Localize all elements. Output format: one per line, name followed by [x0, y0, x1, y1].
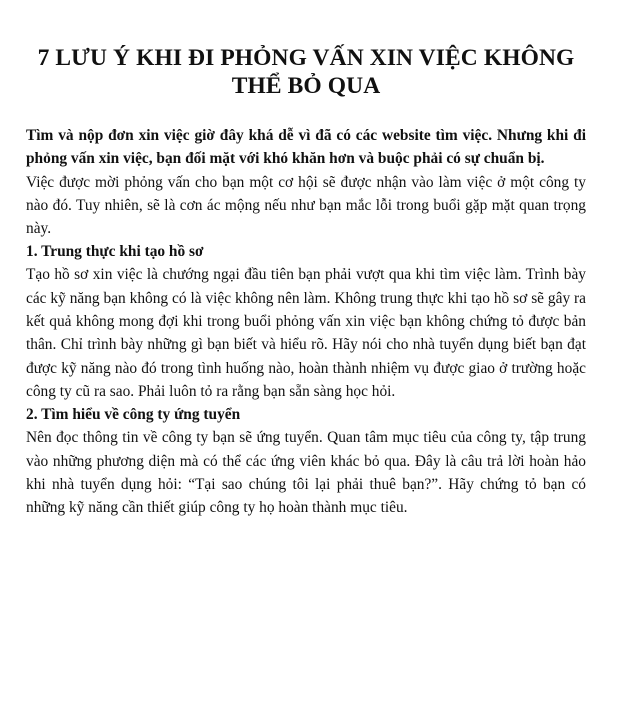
- section-body-honesty: Tạo hồ sơ xin việc là chướng ngại đầu tiên bạn phải vượt qua khi tìm việc làm. Trình bày các kỹ năng bạn không có là việc không nên làm. Không trung thực khi tạo hồ sơ sẽ gây ra kết quả không mong đợi khi trong buổi phỏng vấn xin việc bạn không chứng tỏ được bản thân. Chỉ trình bày những gì bạn biết và hiểu rõ. Hãy nói cho nhà tuyển dụng biết bạn đạt được kỹ năng nào đó trong tình huống nào, hoàn thành nhiệm vụ được giao ở trường hoặc công ty cũ ra sao. Phải luôn tỏ ra rằng bạn sẵn sàng học hỏi.: [26, 266, 586, 400]
- page-title: 7 LƯU Ý KHI ĐI PHỎNG VẤN XIN VIỆC KHÔNG THỂ BỎ QUA: [37, 45, 575, 99]
- intro-paragraph: Việc được mời phỏng vấn cho bạn một cơ hội sẽ được nhận vào làm việc ở một công ty nào đó. Tuy nhiên, sẽ là cơn ác mộng nếu như bạn mắc lỗi trong buổi gặp mặt quan trọng này.: [26, 173, 586, 238]
- section-body-company-research: Nên đọc thông tin về công ty bạn sẽ ứng tuyển. Quan tâm mục tiêu của công ty, tập trung vào những phương diện mà có thể các ứng viên khác bỏ qua. Đây là câu trả lời hoàn hảo khi nhà tuyển dụng hỏi: “Tại sao chúng tôi lại phải thuê bạn?”. Hãy chứng tỏ bạn có những kỹ năng cần thiết giúp công ty họ hoàn thành mục tiêu.: [26, 429, 586, 517]
- section-heading-honesty: 1. Trung thực khi tạo hồ sơ: [26, 243, 204, 261]
- document-page: [26, 0, 586, 519]
- section-heading-company-research: 2. Tìm hiểu về công ty ứng tuyển: [26, 406, 241, 424]
- intro-bold-paragraph: Tìm và nộp đơn xin việc giờ đây khá dễ vì đã có các website tìm việc. Nhưng khi đi phỏng vấn xin việc, bạn đối mặt với khó khăn hơn và buộc phải có sự chuẩn bị.: [26, 127, 586, 168]
